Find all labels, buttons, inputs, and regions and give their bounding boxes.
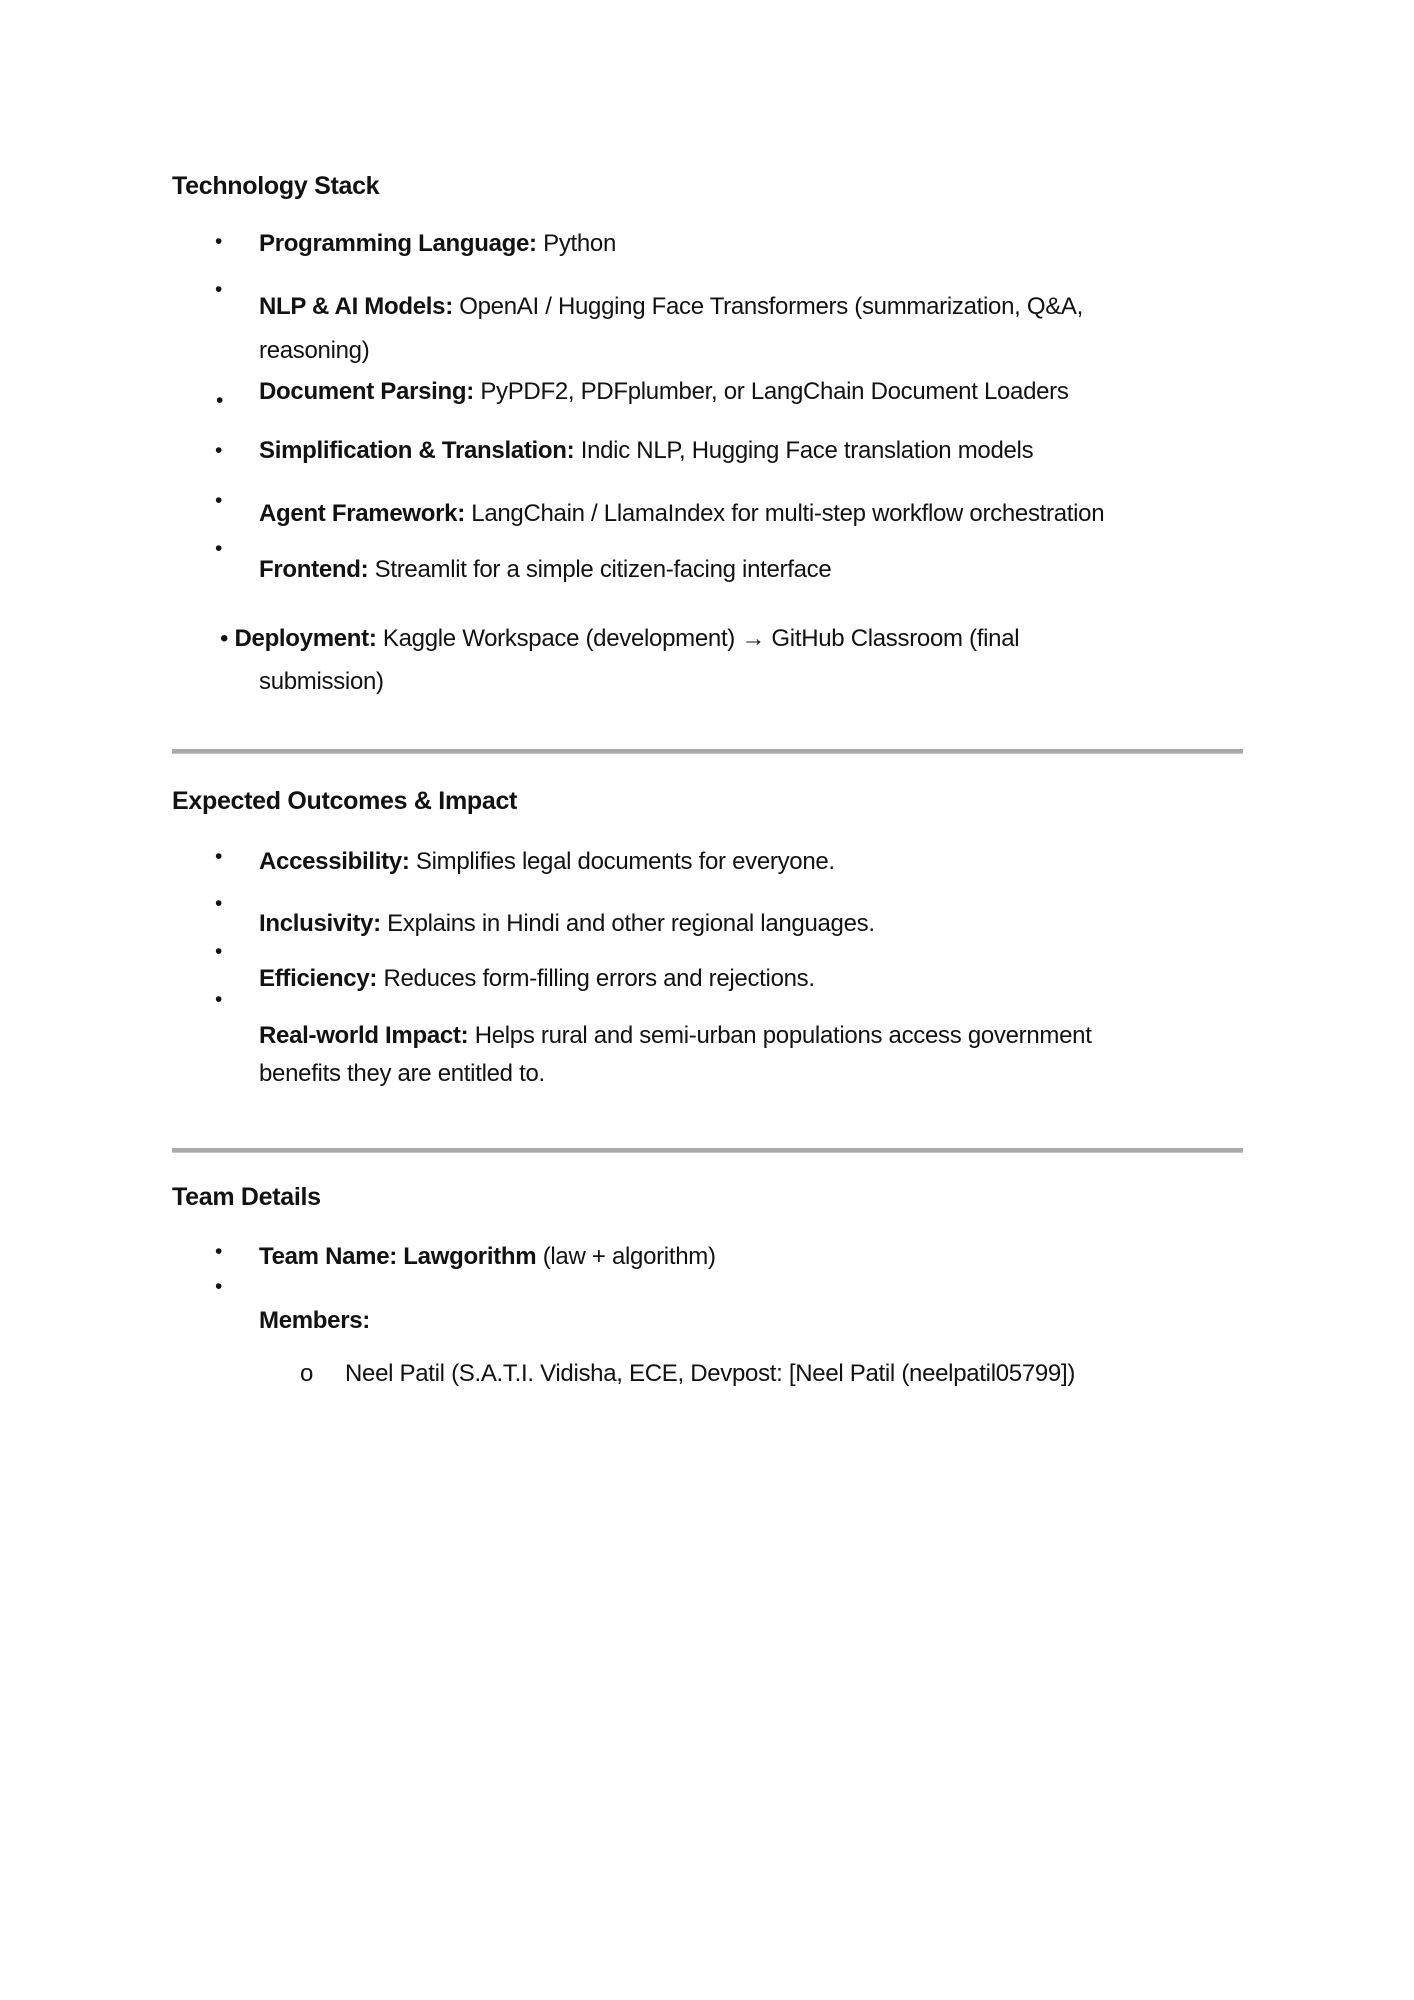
list-item	[259, 1242, 716, 1272]
bullet-icon: •	[215, 230, 223, 253]
list-item	[259, 1306, 370, 1336]
list-item	[345, 1359, 1075, 1389]
list-item	[259, 377, 1069, 407]
section-heading-technology-stack: Technology Stack	[172, 172, 380, 200]
item-label: Simplification & Translation:	[259, 437, 575, 464]
item-text: Streamlit for a simple citizen-facing interface	[374, 556, 832, 583]
item-text: Helps rural and semi-urban populations access government	[474, 1022, 1092, 1049]
item-text: Kaggle Workspace (development) → GitHub Classroom (final	[382, 625, 1020, 652]
bullet-icon: •	[215, 892, 223, 915]
bullet-icon: •	[220, 625, 229, 652]
item-text: PyPDF2, PDFplumber, or LangChain Document Loaders	[480, 378, 1069, 405]
item-label: Programming Language:	[259, 230, 537, 257]
list-item	[259, 436, 1033, 466]
item-label: Agent Framework:	[259, 500, 465, 527]
item-label: Deployment:	[234, 625, 377, 652]
list-item	[259, 964, 815, 994]
list-item-continuation: submission)	[259, 668, 384, 695]
sub-bullet-icon: o	[300, 1360, 314, 1387]
list-item	[259, 229, 616, 259]
list-item	[259, 499, 1104, 529]
item-text: OpenAI / Hugging Face Transformers (summarization, Q&A,	[459, 293, 1084, 320]
section-heading-expected-outcomes: Expected Outcomes & Impact	[172, 787, 518, 815]
item-label: Accessibility:	[259, 848, 410, 875]
list-item-continuation: reasoning)	[259, 337, 370, 364]
item-label: Inclusivity:	[259, 910, 381, 937]
item-label: Members:	[259, 1307, 370, 1334]
list-item	[220, 624, 1019, 654]
bullet-icon: •	[215, 988, 223, 1011]
item-label: Frontend:	[259, 556, 369, 583]
list-item-continuation: benefits they are entitled to.	[259, 1060, 545, 1087]
item-text: Explains in Hindi and other regional languages.	[387, 910, 875, 937]
list-item	[259, 847, 835, 877]
item-label: Real-world Impact:	[259, 1022, 469, 1049]
bullet-icon: •	[215, 278, 223, 301]
item-text: Indic NLP, Hugging Face translation models	[580, 437, 1034, 464]
item-text: Python	[543, 230, 617, 257]
item-text: (law + algorithm)	[542, 1243, 716, 1270]
section-heading-team-details: Team Details	[172, 1183, 321, 1211]
bullet-icon: •	[215, 489, 223, 512]
list-item	[259, 555, 831, 585]
item-label: Team Name: Lawgorithm	[259, 1243, 537, 1270]
item-text: LangChain / LlamaIndex for multi-step workflow orchestration	[471, 500, 1105, 527]
bullet-icon: •	[215, 845, 223, 868]
section-divider	[172, 749, 1243, 754]
list-item	[259, 1021, 1092, 1051]
section-divider	[172, 1148, 1243, 1153]
bullet-icon: •	[215, 1275, 223, 1298]
list-item	[259, 292, 1083, 322]
item-label: Document Parsing:	[259, 378, 474, 405]
bullet-icon: •	[215, 537, 223, 560]
item-label: NLP & AI Models:	[259, 293, 453, 320]
bullet-icon: •	[215, 1240, 223, 1263]
item-text: Reduces form-filling errors and rejections.	[383, 965, 815, 992]
item-text: Neel Patil (S.A.T.I. Vidisha, ECE, Devpost: [Neel Patil (neelpatil05799])	[345, 1360, 1076, 1387]
bullet-icon: •	[215, 439, 223, 462]
item-text: Simplifies legal documents for everyone.	[415, 848, 835, 875]
bullet-icon: •	[215, 940, 223, 963]
bullet-icon: •	[216, 389, 224, 412]
list-item	[259, 909, 875, 939]
item-label: Efficiency:	[259, 965, 378, 992]
